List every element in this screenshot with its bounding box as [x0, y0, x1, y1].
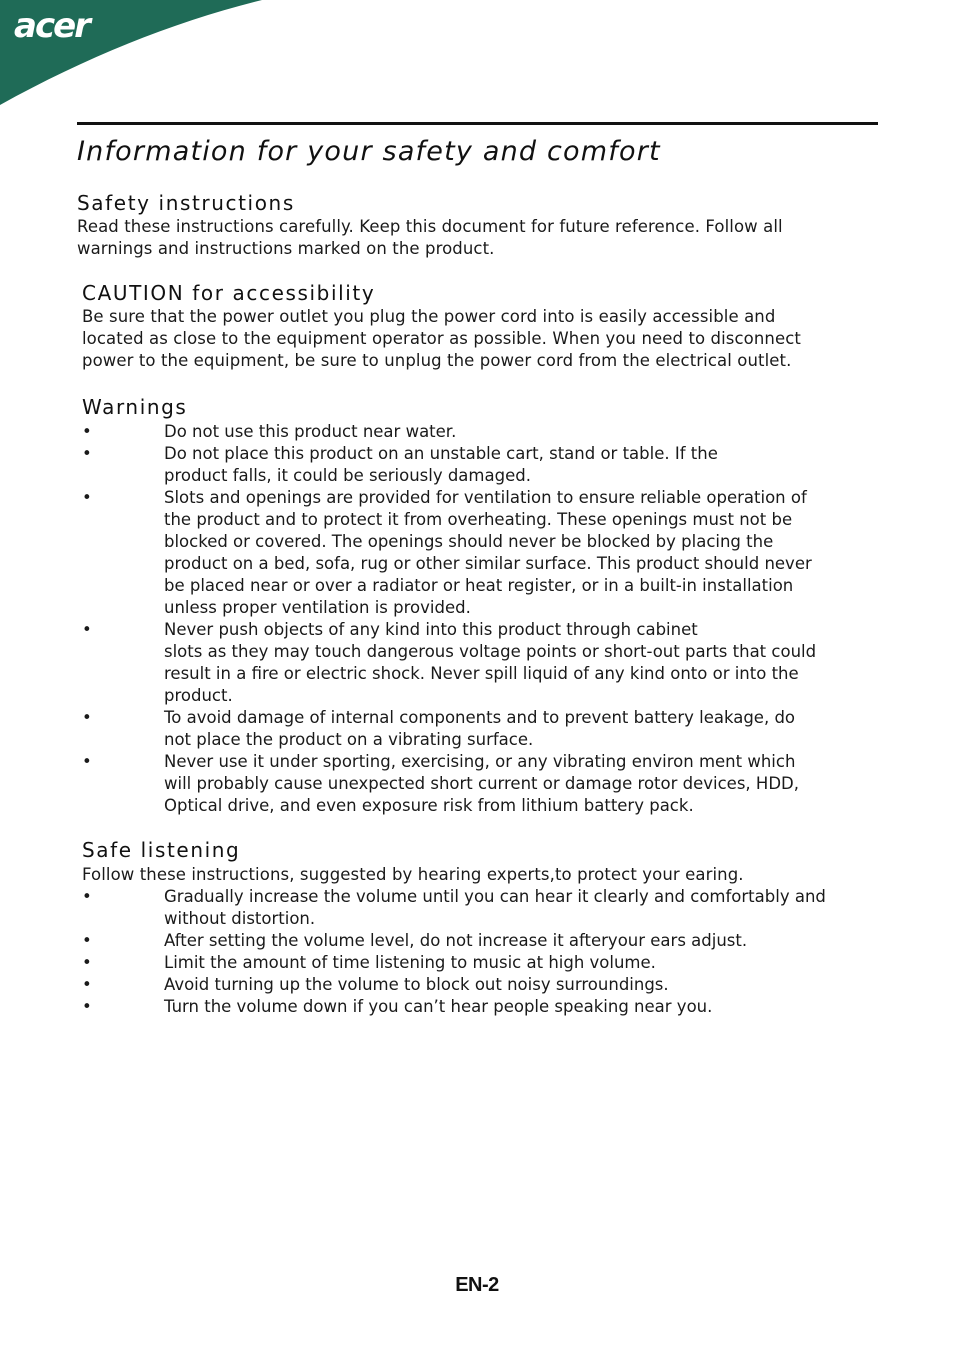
caution-line: located as close to the equipment operator as possible. When you need to disconnect — [82, 329, 801, 348]
safety-paragraph — [77, 216, 783, 260]
listening-intro — [82, 864, 744, 886]
listening-line: Avoid turning up the volume to block out noisy surroundings. — [164, 975, 669, 994]
warning-line: product falls, it could be seriously damaged. — [164, 466, 531, 485]
warning-line: not place the product on a vibrating surface. — [164, 730, 534, 749]
warning-item — [82, 421, 882, 443]
page-title: Information for your safety and comfort — [77, 136, 661, 167]
warnings-list — [82, 421, 882, 817]
warning-line: Do not use this product near water. — [164, 422, 457, 441]
listening-line: After setting the volume level, do not increase it afteryour ears adjust. — [164, 931, 748, 950]
bullet-icon: • — [82, 620, 92, 639]
bullet-icon: • — [82, 887, 92, 906]
warning-line: unless proper ventilation is provided. — [164, 598, 471, 617]
listening-line: Turn the volume down if you can’t hear people speaking near you. — [164, 997, 713, 1016]
caution-heading: CAUTION for accessibility — [82, 281, 376, 305]
listening-list — [82, 886, 882, 1018]
page-number: EN-2 — [455, 1274, 499, 1296]
warning-line: Never use it under sporting, exercising, or any vibrating environ ment which — [164, 752, 796, 771]
listening-item — [82, 996, 882, 1018]
bullet-icon: • — [82, 708, 92, 727]
warning-item — [82, 487, 882, 619]
warning-line: Slots and openings are provided for ventilation to ensure reliable operation of — [164, 488, 807, 507]
warning-line: Do not place this product on an unstable cart, stand or table. If the — [164, 444, 718, 463]
warning-item — [82, 443, 882, 487]
warning-line: will probably cause unexpected short current or damage rotor devices, HDD, — [164, 774, 799, 793]
warning-line: blocked or covered. The openings should never be blocked by placing the — [164, 532, 774, 551]
safety-heading: Safety instructions — [77, 191, 295, 215]
caution-line: Be sure that the power outlet you plug the power cord into is easily accessible and — [82, 307, 776, 326]
warning-line: Optical drive, and even exposure risk from lithium battery pack. — [164, 796, 694, 815]
warning-item — [82, 707, 882, 751]
listening-item — [82, 930, 882, 952]
acer-logo: acer — [14, 6, 89, 46]
warning-line: result in a fire or electric shock. Never spill liquid of any kind onto or into the — [164, 664, 799, 683]
safety-line: Read these instructions carefully. Keep this document for future reference. Follow all — [77, 217, 783, 236]
bullet-icon: • — [82, 752, 92, 771]
title-rule — [77, 122, 878, 125]
caution-paragraph — [82, 306, 801, 372]
caution-line: power to the equipment, be sure to unplug the power cord from the electrical outlet. — [82, 351, 792, 370]
warning-item — [82, 619, 882, 707]
listening-intro-line: Follow these instructions, suggested by hearing experts,to protect your earing. — [82, 865, 744, 884]
listening-line: Gradually increase the volume until you can hear it clearly and comfortably and — [164, 887, 826, 906]
bullet-icon: • — [82, 953, 92, 972]
warning-item — [82, 751, 882, 817]
listening-item — [82, 974, 882, 996]
warning-line: slots as they may touch dangerous voltage points or short-out parts that could — [164, 642, 817, 661]
warnings-heading: Warnings — [82, 395, 188, 419]
warning-line: product on a bed, sofa, rug or other similar surface. This product should never — [164, 554, 812, 573]
bullet-icon: • — [82, 444, 92, 463]
bullet-icon: • — [82, 422, 92, 441]
safety-line: warnings and instructions marked on the product. — [77, 239, 495, 258]
warning-line: Never push objects of any kind into this product through cabinet — [164, 620, 698, 639]
bullet-icon: • — [82, 931, 92, 950]
warning-line: To avoid damage of internal components and to prevent battery leakage, do — [164, 708, 796, 727]
listening-item — [82, 952, 882, 974]
listening-line: Limit the amount of time listening to music at high volume. — [164, 953, 656, 972]
bullet-icon: • — [82, 997, 92, 1016]
warning-line: the product and to protect it from overheating. These openings must not be — [164, 510, 793, 529]
listening-line: without distortion. — [164, 909, 316, 928]
bullet-icon: • — [82, 975, 92, 994]
listening-heading: Safe listening — [82, 838, 241, 862]
bullet-icon: • — [82, 488, 92, 507]
warning-line: be placed near or over a radiator or heat register, or in a built-in installation — [164, 576, 794, 595]
warning-line: product. — [164, 686, 233, 705]
listening-item — [82, 886, 882, 930]
